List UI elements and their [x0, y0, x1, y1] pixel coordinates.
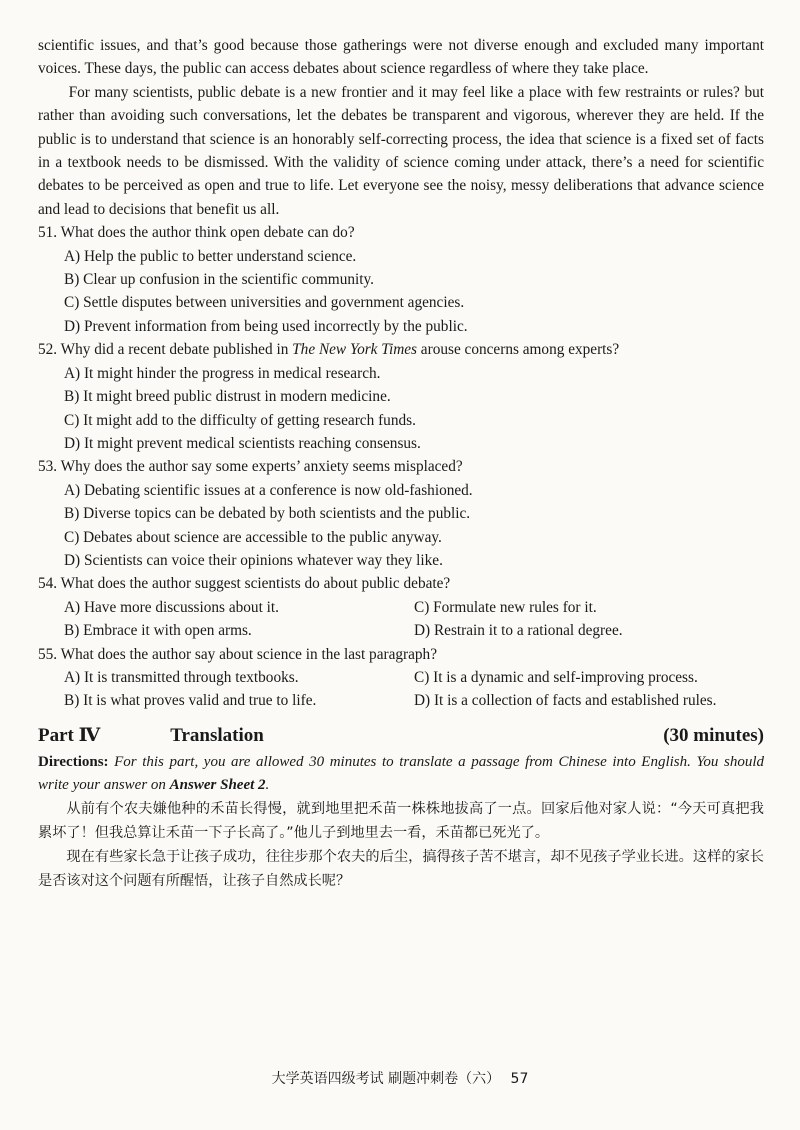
option-d: D) Prevent information from being used incorrectly by the public.: [64, 317, 468, 335]
part-heading: [38, 723, 764, 749]
option-d: D) Scientists can voice their opinions whatever way they like.: [64, 551, 443, 569]
option-c: C) It might add to the difficulty of getting research funds.: [64, 411, 416, 429]
part-title: Translation: [170, 724, 264, 746]
option-row: [64, 596, 764, 619]
option-c: C) It is a dynamic and self-improving process.: [414, 668, 698, 686]
book-title: 大学英语四级考试 刷题冲刺卷（六）: [271, 1071, 501, 1087]
option-b: B) It is what proves valid and true to life.: [64, 692, 317, 710]
newspaper-title: The New York Times: [292, 341, 417, 359]
answer-sheet-ref: Answer Sheet 2: [169, 776, 266, 793]
option-a: A) It might hinder the progress in medical research.: [64, 364, 381, 382]
directions-text: For this part, you are allowed 30 minutes to translate a passage from Chinese into English. You should write your answer on: [38, 753, 764, 793]
question-55: [38, 643, 764, 713]
option-b: B) Clear up confusion in the scientific community.: [64, 271, 374, 289]
directions: [38, 751, 764, 797]
question-stem: 51. What does the author think open debate can do?: [38, 224, 355, 242]
exam-page: [38, 34, 764, 893]
stem-text: 52. Why did a recent debate published in: [38, 341, 293, 359]
question-53: [38, 455, 764, 572]
question-52: [38, 338, 764, 455]
stem-text: arouse concerns among experts?: [416, 341, 620, 359]
option-d: D) It is a collection of facts and established rules.: [414, 692, 717, 710]
option-c: C) Settle disputes between universities and government agencies.: [64, 294, 465, 312]
passage-paragraph-2: For many scientists, public debate is a new frontier and it may feel like a place with few restraints or rules? but rather than avoiding such conversations, let the debates be transparent and vigorous, wherever they are held. If the public is to understand that science is an honorably self-correcting process, the idea that science is a fixed set of facts in a textbook needs to be dismissed. With the validity of science coming under attack, there’s a need for scientific debates to be perceived as open and true to life. Let everyone see the noisy, messy deliberations that advance science and lead to decisions that benefit us all.: [38, 83, 764, 218]
option-a: A) Debating scientific issues at a conference is now old-fashioned.: [64, 481, 473, 499]
page-number: 57: [510, 1071, 529, 1087]
passage-paragraph-1: scientific issues, and that’s good because those gatherings were not diverse enough and excluded many important voices. These days, the public can access debates about science regardless of where they take place.: [38, 37, 764, 78]
option-c: C) Debates about science are accessible to the public anyway.: [64, 528, 442, 546]
option-b: B) Diverse topics can be debated by both scientists and the public.: [64, 505, 471, 523]
option-d: D) It might prevent medical scientists reaching consensus.: [64, 434, 421, 452]
directions-label: Directions:: [38, 753, 109, 770]
option-b: B) Embrace it with open arms.: [64, 622, 252, 640]
question-stem: 53. Why does the author say some experts’ anxiety seems misplaced?: [38, 458, 463, 476]
page-footer: [0, 1068, 800, 1088]
option-a: A) It is transmitted through textbooks.: [64, 668, 299, 686]
option-row: [64, 666, 764, 689]
option-row: [64, 619, 764, 642]
option-c: C) Formulate new rules for it.: [414, 598, 597, 616]
question-stem: [38, 338, 764, 361]
chinese-paragraph-1: 从前有个农夫嫌他种的禾苗长得慢，就到地里把禾苗一株株地拔高了一点。回家后他对家人说：“今天可真把我累坏了！但我总算让禾苗一下子长高了。”他儿子到地里去一看，禾苗都已死光了。: [38, 800, 764, 841]
option-b: B) It might breed public distrust in modern medicine.: [64, 388, 391, 406]
part-number: Part Ⅳ: [38, 724, 101, 746]
question-51: [38, 221, 764, 338]
part-time: (30 minutes): [663, 724, 764, 746]
question-stem: 54. What does the author suggest scientists do about public debate?: [38, 575, 451, 593]
option-a: A) Help the public to better understand science.: [64, 247, 357, 265]
option-row: [64, 689, 764, 712]
option-d: D) Restrain it to a rational degree.: [414, 622, 623, 640]
question-stem: 55. What does the author say about science in the last paragraph?: [38, 645, 437, 663]
directions-end: .: [265, 776, 270, 793]
question-54: [38, 572, 764, 642]
part-label: [38, 723, 264, 749]
option-a: A) Have more discussions about it.: [64, 598, 279, 616]
chinese-paragraph-2: 现在有些家长急于让孩子成功，往往步那个农夫的后尘，搞得孩子苦不堪言，却不见孩子学业长进。这样的家长是否该对这个问题有所醒悟，让孩子自然成长呢？: [38, 848, 764, 889]
